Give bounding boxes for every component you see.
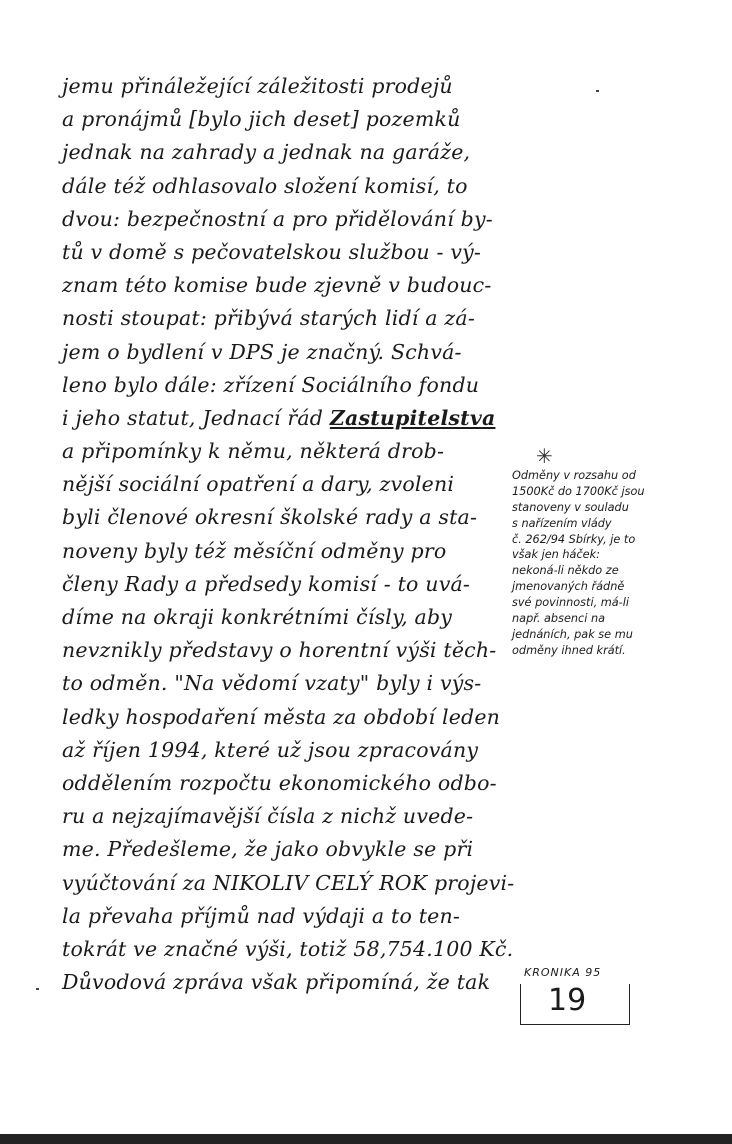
scan-edge — [0, 1134, 732, 1144]
text-line: me. Předešleme, že jako obvykle se při — [62, 837, 474, 862]
note-line: č. 262/94 Sbírky, je to — [512, 531, 636, 546]
text-line: to odměn. "Na vědomí vzaty" byly i výs- — [62, 671, 482, 696]
note-line: 1500Kč do 1700Kč jsou — [512, 483, 645, 498]
text-line: la převaha příjmů nad výdaji a to ten- — [62, 903, 461, 928]
main-handwritten-text — [62, 70, 520, 999]
speck — [36, 988, 39, 990]
text-line: ru a nejzajímavější čísla z nichž uvede- — [62, 804, 474, 829]
note-line: však jen háček: — [512, 547, 600, 562]
text-line: až říjen 1994, které už jsou zpracovány — [62, 737, 479, 762]
note-line: své povinnosti, má-li — [512, 595, 630, 610]
text-line: nosti stoupat: přibývá starých lidí a zá- — [62, 306, 475, 331]
text-line: byli členové okresní školské rady a sta- — [62, 505, 478, 530]
text-line: nevznikly představy o horentní výši těch- — [62, 638, 497, 663]
page-number: 19 — [548, 983, 587, 1018]
text-line: členy Rady a předsedy komisí - to uvá- — [62, 571, 471, 596]
speck — [596, 90, 599, 92]
text-line: Důvodová zpráva však připomíná, že tak — [62, 970, 491, 995]
note-line: nekoná-li někdo ze — [512, 563, 619, 578]
text-line: jem o bydlení v DPS je značný. Schvá- — [62, 339, 462, 364]
text-line: leno bylo dále: zřízení Sociálního fondu — [62, 372, 480, 397]
text-line: dále též odhlasovalo složení komisí, to — [62, 173, 468, 198]
text-line: ledky hospodaření města za období leden — [62, 704, 501, 729]
text-line-with-underline — [62, 402, 520, 435]
text-line: tů v domě s pečovatelskou službou - vý- — [62, 239, 482, 264]
underlined-word: Zastupitelstva — [329, 405, 496, 430]
text-line: dvou: bezpečnostní a pro přidělování by- — [62, 206, 493, 231]
note-line: Odměny v rozsahu od — [512, 468, 636, 482]
note-line: jednáních, pak se mu — [512, 626, 633, 641]
text-line: znam této komise bude zjevně v budouc- — [62, 273, 492, 298]
text-line: nější sociální opatření a dary, zvoleni — [62, 472, 455, 497]
note-line: jmenovaných řádně — [512, 579, 625, 594]
asterisk-mark-icon: ✳ — [536, 444, 553, 468]
text-line: díme na okraji konkrétními čísly, aby — [62, 605, 453, 629]
text-line: oddělením rozpočtu ekonomického odbo- — [62, 770, 497, 795]
text-line: jednak na zahrady a jednak na garáže, — [62, 140, 471, 165]
text-line: noveny byly též měsíční odměny pro — [62, 538, 447, 563]
note-line: odměny ihned krátí. — [512, 642, 626, 657]
note-line: s nařízením vlády — [512, 515, 612, 530]
margin-note — [512, 468, 722, 659]
text-line: a připomínky k němu, některá drob- — [62, 439, 445, 464]
note-line: např. absenci na — [512, 611, 606, 626]
note-line: stanoveny v souladu — [512, 499, 629, 514]
text-line: tokrát ve značné výši, totiž 58,754.100 Kč. — [62, 936, 514, 961]
text-line: a pronájmů [bylo jich deset] pozemků — [62, 107, 461, 132]
chronicle-label: KRONIKA 95 — [524, 966, 602, 979]
text-line-start: i jeho statut, Jednací řád — [62, 405, 324, 430]
text-line: vyúčtování za NIKOLIV CELÝ ROK projevi- — [62, 870, 515, 895]
text-line: jemu přináležející záležitosti prodejů — [62, 74, 453, 98]
